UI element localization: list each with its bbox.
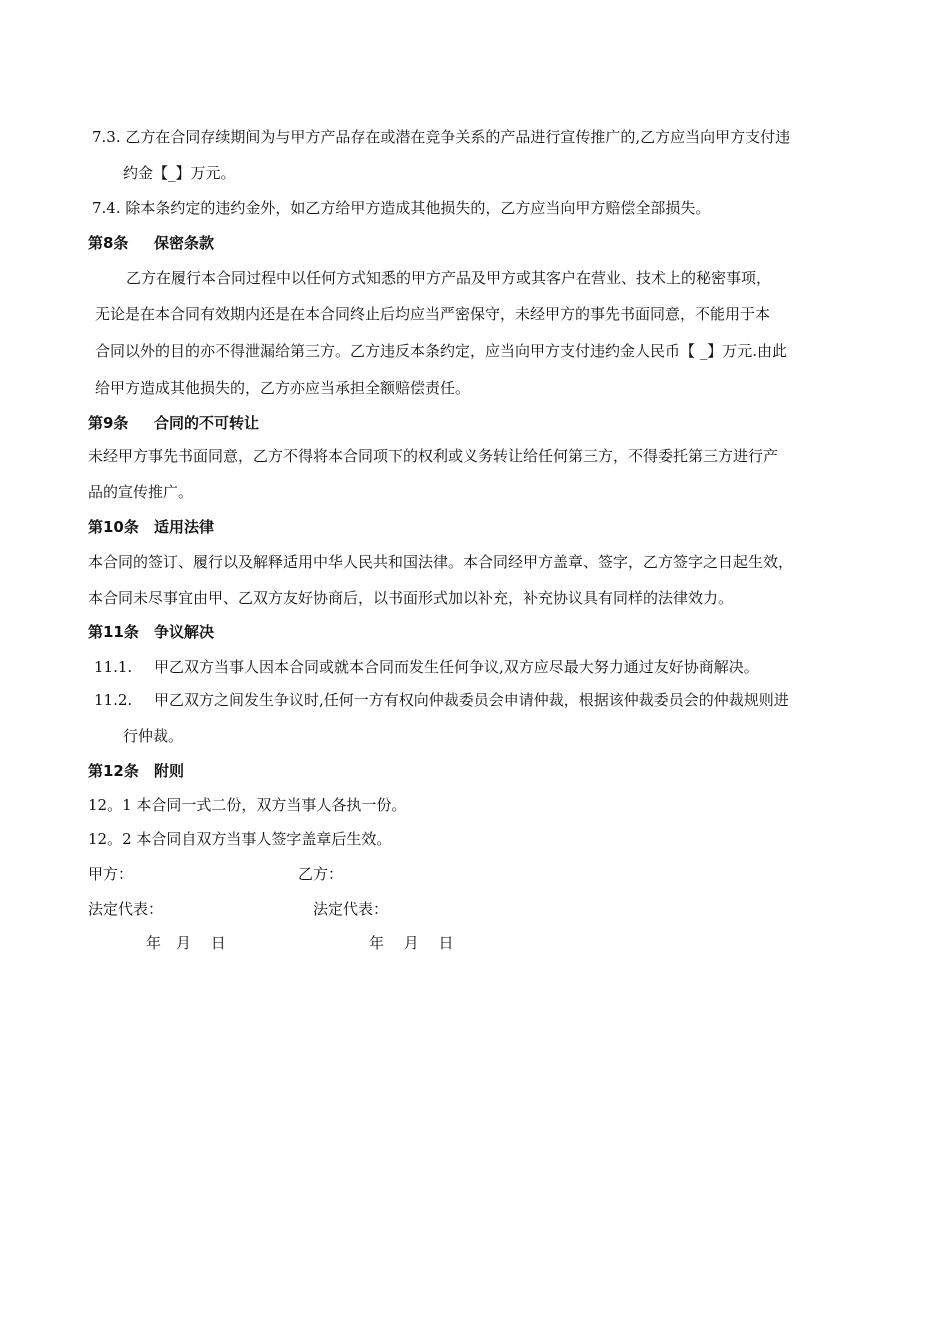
date-a: 年 月 日 — [146, 934, 226, 952]
clause-12-2: 12。2 本合同自双方当事人签字盖章后生效。 — [88, 830, 392, 848]
clause-10-number: 第10条 — [88, 518, 139, 536]
rep-b-label: 法定代表： — [313, 900, 389, 918]
party-a-label: 甲方： — [88, 865, 134, 883]
clause-7-3-line-2: 约金【_】万元。 — [123, 164, 236, 182]
clause-8-line-3: 合同以外的目的亦不得泄漏给第三方。乙方违反本条约定，应当向甲方支付违约金人民币【 _】万元.由此 — [95, 342, 788, 360]
rep-a-label: 法定代表： — [88, 900, 164, 918]
clause-11-2-number: 11.2. — [94, 691, 133, 709]
clause-11-1-text: 甲乙双方当事人因本合同或就本合同而发生任何争议,双方应尽最大努力通过友好协商解决。 — [154, 658, 759, 676]
clause-9-line-2: 品的宣传推广。 — [88, 483, 194, 501]
clause-9-number: 第9条 — [88, 414, 129, 432]
clause-11-title: 争议解决 — [154, 623, 215, 641]
clause-12-1: 12。1 本合同一式二份，双方当事人各执一份。 — [88, 796, 407, 814]
clause-10-line-1: 本合同的签订、履行以及解释适用中华人民共和国法律。本合同经甲方盖章、签字，乙方签字之日起生效， — [88, 553, 794, 571]
clause-11-2-text: 甲乙双方之间发生争议时,任何一方有权向仲裁委员会申请仲裁，根据该仲裁委员会的仲裁规则进 — [154, 691, 789, 709]
party-b-label: 乙方： — [298, 865, 344, 883]
clause-9-line-1: 未经甲方事先书面同意，乙方不得将本合同项下的权利或义务转让给任何第三方，不得委托第三方进行产 — [88, 447, 779, 465]
clause-8-line-4: 给甲方造成其他损失的，乙方亦应当承担全额赔偿责任。 — [95, 379, 471, 397]
clause-7-3-line-1: 7.3. 乙方在合同存续期间为与甲方产品存在或潜在竞争关系的产品进行宣传推广的,乙方应当向甲方支付违 — [92, 128, 791, 146]
clause-12-number: 第12条 — [88, 762, 139, 780]
clause-11-1-number: 11.1. — [94, 658, 133, 676]
clause-8-line-1: 乙方在履行本合同过程中以任何方式知悉的甲方产品及甲方或其客户在营业、技术上的秘密事项， — [126, 269, 772, 287]
clause-12-title: 附则 — [154, 762, 185, 780]
clause-8-line-2: 无论是在本合同有效期内还是在本合同终止后均应当严密保守，未经甲方的事先书面同意，不能用于本 — [95, 305, 771, 323]
clause-8-number: 第8条 — [88, 234, 129, 252]
clause-11-number: 第11条 — [88, 623, 139, 641]
clause-10-title: 适用法律 — [154, 518, 215, 536]
date-b: 年 月 日 — [369, 934, 454, 952]
clause-7-4: 7.4. 除本条约定的违约金外，如乙方给甲方造成其他损失的，乙方应当向甲方赔偿全部损失。 — [92, 199, 711, 217]
clause-10-line-2: 本合同未尽事宜由甲、乙双方友好协商后，以书面形式加以补充，补充协议具有同样的法律效力。 — [88, 589, 734, 607]
clause-8-title: 保密条款 — [154, 234, 215, 252]
clause-9-title: 合同的不可转让 — [154, 414, 260, 432]
clause-11-2-line-2: 行仲裁。 — [123, 727, 184, 745]
